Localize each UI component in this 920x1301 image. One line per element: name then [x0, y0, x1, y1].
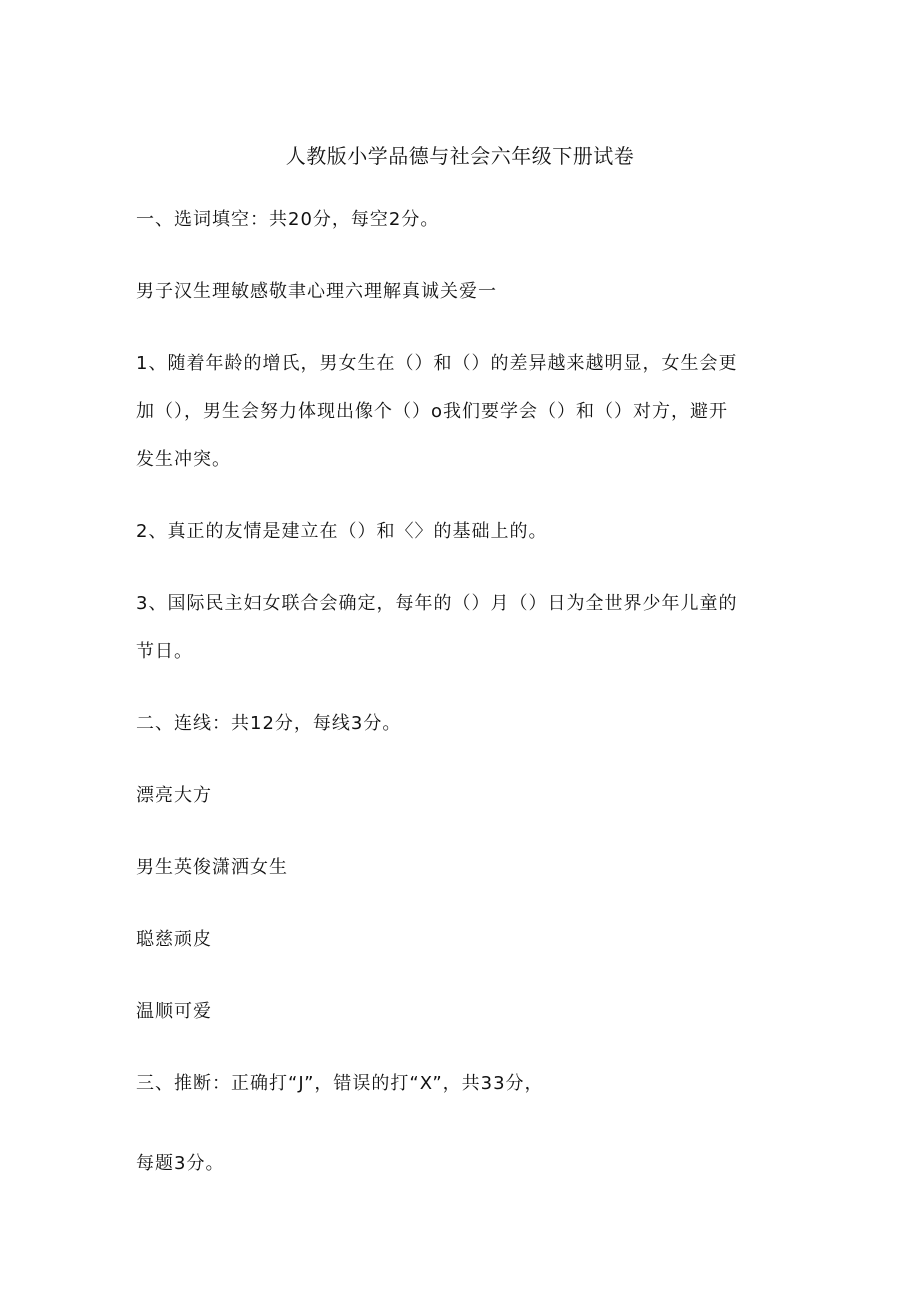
question-3-line-1: 3、国际民主妇女联合会确定，每年的（）月（）日为全世界少年儿童的 [136, 593, 738, 614]
section3-heading: 三、推断：正确打“J”，错误的打“X”，共33分， [136, 1073, 544, 1094]
question-1 [136, 340, 776, 484]
match-line-2: 男生英俊潇洒女生 [136, 857, 288, 878]
question-3-line-2: 节日。 [136, 641, 193, 662]
question-3 [136, 580, 776, 676]
section3-points: 每题3分。 [136, 1153, 225, 1174]
question-1-line-2: 加（），男生会努力体现出像个（）o我们要学会（）和（）对方，避开 [136, 401, 729, 422]
question-1-line-1: 1、随着年龄的增氏，男女生在（）和（）的差异越来越明显，女生会更 [136, 353, 738, 374]
question-1-line-3: 发生冲突。 [136, 449, 231, 470]
match-line-4: 温顺可爱 [136, 1001, 212, 1022]
section1-heading: 一、选词填空：共20分，每空2分。 [136, 209, 440, 230]
word-bank: 男子汉生理敏感敬聿心理六理解真诚关爱一 [136, 281, 497, 302]
question-2: 2、真正的友情是建立在（）和〈〉的基础上的。 [136, 521, 548, 542]
match-line-3: 聪慈顽皮 [136, 929, 212, 950]
document-title: 人教版小学品德与社会六年级下册试卷 [285, 144, 635, 168]
section2-heading: 二、连线：共12分，每线3分。 [136, 713, 402, 734]
match-line-1: 漂亮大方 [136, 785, 212, 806]
